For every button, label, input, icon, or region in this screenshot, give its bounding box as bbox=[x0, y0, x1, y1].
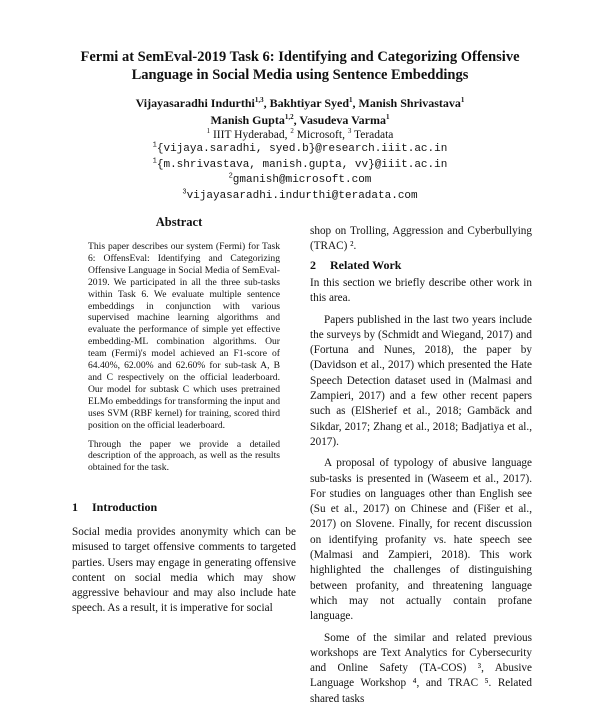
affil-mark: 1 bbox=[206, 127, 211, 136]
right-column-top bbox=[310, 224, 532, 261]
author-affil-mark: 1 bbox=[460, 96, 465, 104]
email-line: {m.shrivastava, manish.gupta, vv}@iiit.ac.in bbox=[156, 158, 448, 171]
author-affil-mark: 1 bbox=[349, 96, 353, 104]
body-paragraph: In this section we briefly describe other work in this area. bbox=[310, 277, 532, 305]
body-paragraph: Social media provides anonymity which can be misused to target offensive comments to targeted parties. Users may engage in generating offensive content on social media which may show aggressive behaviour and may also include hate speech. As a result, it is imperative for social bbox=[72, 526, 296, 615]
title-line: Fermi at SemEval-2019 Task 6: Identifying and Categorizing Offensive bbox=[80, 49, 520, 65]
author-name: Manish Shrivastava bbox=[358, 96, 461, 110]
abstract-heading: Abstract bbox=[155, 215, 203, 229]
author-name: Vasudeva Varma bbox=[299, 113, 386, 127]
email-mark: 1 bbox=[152, 141, 157, 150]
body-paragraph: shop on Trolling, Aggression and Cyberbullying (TRAC) ². bbox=[310, 225, 532, 253]
author-affil-mark: 1,3 bbox=[254, 96, 264, 104]
author-name: Bakhtiyar Syed bbox=[269, 96, 350, 110]
email-mark: 2 bbox=[228, 172, 233, 181]
email-mark: 1 bbox=[152, 156, 157, 165]
related-work-body bbox=[310, 276, 532, 713]
paper-title bbox=[40, 48, 560, 84]
section-title: Introduction bbox=[92, 500, 158, 514]
section-number: 1 bbox=[72, 500, 78, 514]
body-paragraph: Some of the similar and related previous workshops are Text Analytics for Cybersecurity and Online Safety (TA-COS) ³, Abusive Language Workshop ⁴, and TRAC ⁵. Related shared tasks bbox=[310, 631, 532, 705]
abstract-paragraph: Through the paper we provide a detailed description of the approach, as well as the results obtained for the task. bbox=[88, 438, 280, 474]
affiliation: Microsoft, bbox=[296, 129, 345, 141]
abstract-body bbox=[88, 241, 280, 481]
body-paragraph: A proposal of typology of abusive language sub-tasks is presented in (Waseem et al., 2017). For studies on languages other than English see (Su et al., 2017) on Chinese and (Fišer et al., 2017) on Slovene. Finally, for recent discussion on identifying profanity vs. hate speech see (Malmasi and Zampieri, 2018). This work highlighted the challenges of distinguishing between profanity, and threatening language which may not actually contain profane language. bbox=[310, 457, 532, 623]
body-paragraph: Papers published in the last two years include the surveys by (Schmidt and Wiegand, 2017) and (Fortuna and Nunes, 2018), the paper by (Davidson et al., 2017) which presented the Hate Speech Detection dataset used in (Malmasi and Zampieri, 2017) and a few other recent papers such as (ElSherief et al., 2018; Gambäck and Sikdar, 2017; Zhang et al., 2018; Badjatiya et al., 2017). bbox=[310, 313, 532, 448]
email-mark: 3 bbox=[182, 187, 187, 196]
section-heading-related-work bbox=[310, 258, 401, 273]
title-line: Language in Social Media using Sentence Embeddings bbox=[131, 67, 469, 83]
email-line: gmanish@microsoft.com bbox=[232, 174, 372, 186]
section-number: 2 bbox=[310, 258, 316, 272]
author-affil-mark: 1 bbox=[385, 113, 390, 121]
author-name: Manish Gupta bbox=[210, 113, 285, 127]
affil-mark: 3 bbox=[347, 127, 352, 136]
author-affil-mark: 1,2 bbox=[284, 113, 294, 121]
section-heading-introduction bbox=[72, 500, 157, 515]
affiliations bbox=[40, 128, 560, 142]
section-title: Related Work bbox=[330, 258, 402, 272]
affiliation: Teradata bbox=[354, 129, 394, 141]
author-list: Vijayasaradhi Indurthi$^{1,3}$, Bakhtiyar Syed$^1$, Manish Shrivastava$^1$ Manish Gupta$^{1,2}$, Vasudeva Varma$^1$ bbox=[135, 96, 465, 127]
email-list bbox=[40, 142, 560, 204]
affiliation: IIIT Hyderabad, bbox=[212, 129, 288, 141]
abstract-paragraph: This paper describes our system (Fermi) for Task 6: OffensEval: Identifying and Categorizing Offensive Language in Social Media of SemEval-2019. We participated in all the three sub-tasks within Task 6. We evaluate multiple sentence embeddings in conjunction with various supervised machine learning algorithms and evaluate the performance of simple yet effective embedding-ML combination algorithms. Our team (Fermi)'s model achieved an F1-score of 64.40%, 62.00% and 62.60% for sub-task A, B and C respectively on the official leaderboard. Our model for subtask C which uses pretrained ELMo embeddings for transforming the input and uses SVM (RBF kernel) for training, scored third position on the official leaderboard. bbox=[88, 241, 280, 431]
email-line: {vijaya.saradhi, syed.b}@research.iiit.ac.in bbox=[156, 143, 448, 155]
introduction-body bbox=[72, 525, 296, 623]
email-line: vijayasaradhi.indurthi@teradata.com bbox=[186, 189, 418, 202]
affil-mark: 2 bbox=[290, 127, 294, 136]
author-name: Vijayasaradhi Indurthi bbox=[135, 96, 255, 110]
